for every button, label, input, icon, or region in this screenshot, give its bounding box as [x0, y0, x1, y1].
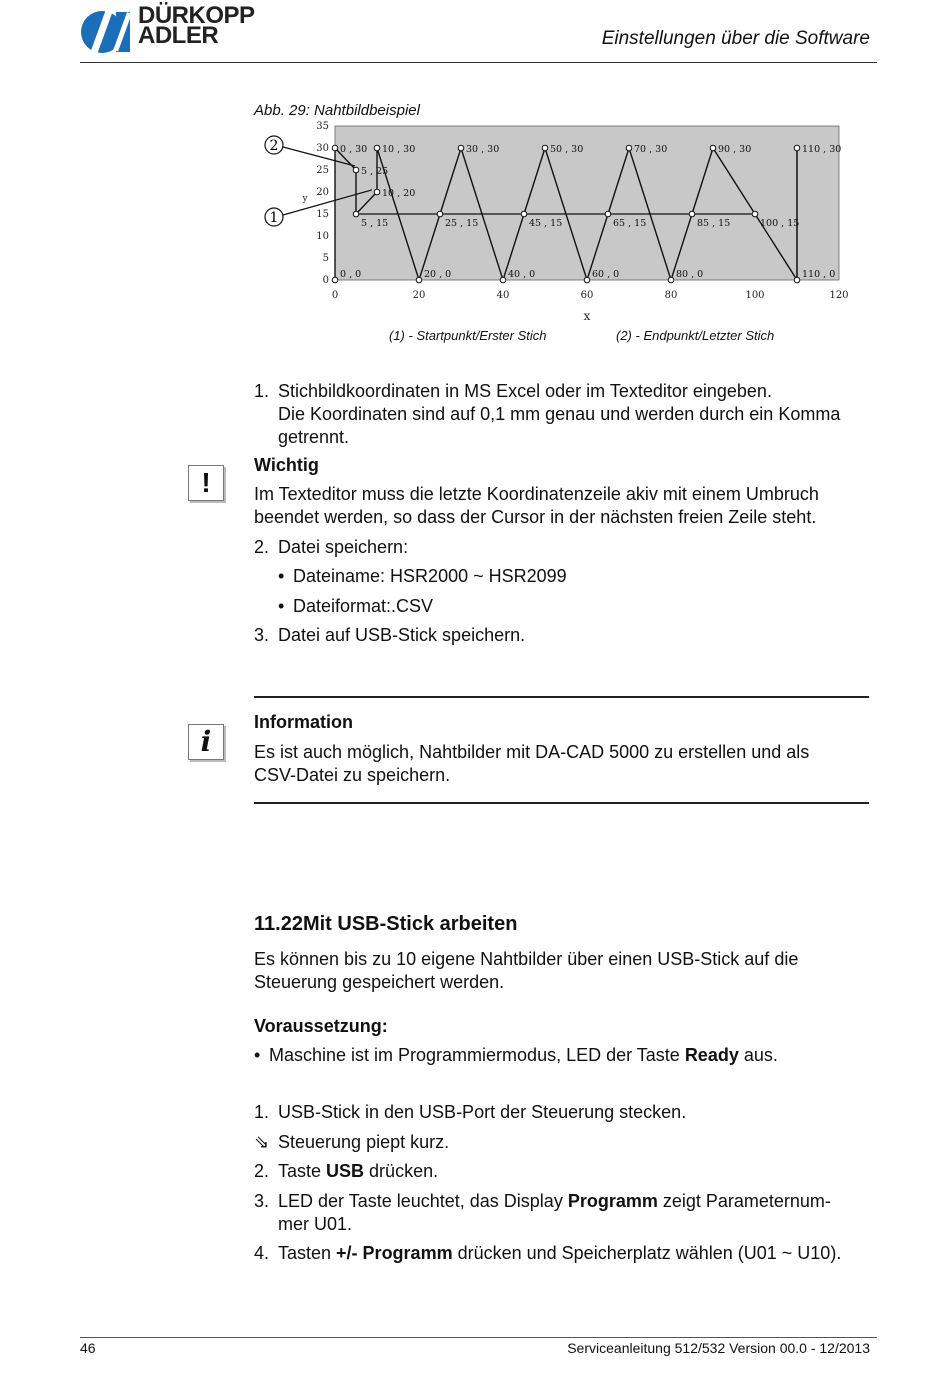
bullet-item-format	[278, 595, 433, 618]
data-label: 80 , 0	[676, 269, 704, 280]
y-tick-label: 10	[316, 231, 329, 242]
section-intro-line-1: Es können bis zu 10 eigene Nahtbilder über einen USB-Stick auf die	[254, 949, 799, 969]
info-text-line-2: CSV-Datei zu speichern.	[254, 765, 451, 785]
programm-keys-label: +/- Programm	[336, 1243, 453, 1263]
logo-icon	[80, 10, 132, 54]
x-tick-label: 0	[331, 290, 339, 301]
step-text: Datei speichern:	[278, 537, 409, 557]
x-tick-label: 40	[496, 290, 510, 301]
data-point	[668, 277, 674, 283]
info-title: Information	[254, 712, 353, 732]
step-1	[254, 380, 874, 449]
x-tick-label: 120	[829, 290, 849, 301]
header-divider	[80, 62, 877, 63]
data-point	[710, 145, 716, 151]
data-label: 100 , 15	[760, 218, 800, 229]
warning-text-line-2: beendet werden, so dass der Cursor in der nächsten freien Zeile steht.	[254, 507, 817, 527]
step-text-end: drücken.	[364, 1161, 439, 1181]
y-tick-label: 25	[316, 165, 329, 176]
usb-step-1	[254, 1101, 686, 1124]
data-point	[374, 189, 380, 195]
step-text-end: zeigt Parameternum-	[657, 1191, 831, 1211]
callout-leaders	[262, 133, 372, 233]
info-text-line-1: Es ist auch möglich, Nahtbilder mit DA-CAD 5000 zu erstellen und als	[254, 742, 810, 762]
data-point	[458, 145, 464, 151]
x-tick-label: 100	[745, 290, 765, 301]
warning-text	[254, 483, 874, 529]
step-number: 4.	[254, 1243, 270, 1263]
data-label: 60 , 0	[592, 269, 620, 280]
step-text-line-2: Die Koordinaten sind auf 0,1 mm genau und werden durch ein Komma	[278, 404, 841, 424]
y-tick-label: 0	[322, 275, 329, 286]
section-intro	[254, 948, 874, 994]
step-2	[254, 536, 408, 559]
figure-caption: Abb. 29: Nahtbildbeispiel	[254, 102, 420, 119]
step-number: 3.	[254, 625, 270, 645]
step-text: Tasten	[278, 1243, 337, 1263]
bullet-icon: •	[254, 1045, 261, 1065]
data-label: 5 , 15	[361, 218, 389, 229]
prerequisite-text: Maschine ist im Programmiermodus, LED der Taste	[269, 1045, 685, 1065]
bullet-text: Dateiname: HSR2000 ~ HSR2099	[293, 566, 567, 586]
data-point	[626, 145, 632, 151]
data-point	[500, 277, 506, 283]
step-number: 2.	[254, 537, 270, 557]
prerequisite-title: Voraussetzung:	[254, 1016, 388, 1036]
data-label: 90 , 30	[718, 144, 752, 155]
footer-divider	[80, 1337, 877, 1338]
data-point	[794, 277, 800, 283]
y-tick-label: 20	[316, 187, 329, 198]
result-arrow-icon: ⇘	[254, 1132, 270, 1152]
data-label: 10 , 20	[382, 188, 416, 199]
callout-2-label: 2	[269, 138, 279, 154]
callout-2-leader	[283, 147, 355, 166]
brand-name	[138, 2, 255, 49]
data-label: 5 , 25	[361, 166, 389, 177]
step-text: USB-Stick in den USB-Port der Steuerung stecken.	[278, 1102, 687, 1122]
data-point	[689, 211, 695, 217]
y-tick-label: 15	[316, 209, 329, 220]
data-label: 40 , 0	[508, 269, 536, 280]
y-tick-label: 35	[316, 121, 329, 132]
callout-1-leader	[283, 189, 372, 215]
page-number: 46	[80, 1340, 96, 1356]
info-text	[254, 741, 874, 787]
y-tick-label: 5	[322, 253, 329, 264]
data-point	[374, 145, 380, 151]
data-label: 110 , 30	[802, 144, 842, 155]
legend-end-point: (2) - Endpunkt/Letzter Stich	[616, 328, 775, 343]
data-point	[416, 277, 422, 283]
brand-line-1: DÜRKOPP	[138, 2, 255, 29]
step-number: 3.	[254, 1191, 270, 1211]
usb-step-4	[254, 1242, 841, 1265]
step-text-line-3: getrennt.	[278, 427, 350, 447]
data-point	[542, 145, 548, 151]
data-point	[605, 211, 611, 217]
usb-step-3	[254, 1190, 874, 1236]
legend-start-point: (1) - Startpunkt/Erster Stich	[389, 328, 547, 343]
bullet-icon: •	[278, 596, 285, 616]
bullet-item-filename	[278, 565, 567, 588]
x-axis-label: x	[583, 309, 591, 323]
bullet-icon: •	[278, 566, 285, 586]
x-tick-label: 80	[664, 290, 678, 301]
data-label: 70 , 30	[634, 144, 668, 155]
step-3	[254, 624, 525, 647]
prerequisite-item	[254, 1044, 778, 1067]
prerequisite-text-end: aus.	[738, 1045, 778, 1065]
data-point	[332, 277, 338, 283]
warning-text-line-1: Im Texteditor muss die letzte Koordinatenzeile akiv mit einem Umbruch	[254, 484, 819, 504]
step-text-line-2: mer U01.	[278, 1214, 353, 1234]
callout-1-label: 1	[269, 210, 279, 226]
step-number: 2.	[254, 1161, 270, 1181]
step-text: Stichbildkoordinaten in MS Excel oder im Texteditor eingeben.	[278, 381, 772, 401]
usb-step-result	[254, 1131, 449, 1154]
step-text: Taste	[278, 1161, 327, 1181]
y-axis-label: y	[302, 193, 308, 204]
usb-step-2	[254, 1160, 438, 1183]
data-label: 85 , 15	[697, 218, 731, 229]
data-point	[521, 211, 527, 217]
data-label: 20 , 0	[424, 269, 452, 280]
data-point	[584, 277, 590, 283]
seam-pattern-chart	[296, 118, 876, 328]
data-point	[794, 145, 800, 151]
data-label: 10 , 30	[382, 144, 416, 155]
programm-display-label: Programm	[567, 1191, 658, 1211]
brand-line-2: ADLER	[138, 22, 219, 49]
data-point	[752, 211, 758, 217]
y-tick-label: 30	[316, 143, 329, 154]
info-top-rule	[254, 696, 869, 698]
data-label: 50 , 30	[550, 144, 584, 155]
data-label: 65 , 15	[613, 218, 647, 229]
x-tick-label: 20	[412, 290, 426, 301]
step-text: Datei auf USB-Stick speichern.	[278, 625, 526, 645]
header-title: Einstellungen über die Software	[601, 28, 870, 49]
step-number: 1.	[254, 381, 270, 401]
section-heading: 11.22Mit USB-Stick arbeiten	[254, 913, 518, 935]
data-label: 0 , 30	[340, 144, 368, 155]
data-label: 30 , 30	[466, 144, 500, 155]
data-label: 0 , 0	[340, 269, 362, 280]
info-bottom-rule	[254, 802, 869, 804]
data-label: 25 , 15	[445, 218, 479, 229]
x-tick-label: 60	[580, 290, 594, 301]
bullet-text: Dateiformat:.CSV	[293, 596, 434, 616]
warning-icon: !	[188, 465, 224, 501]
result-text: Steuerung piept kurz.	[278, 1132, 450, 1152]
data-point	[437, 211, 443, 217]
data-label: 110 , 0	[802, 269, 836, 280]
warning-title: Wichtig	[254, 455, 319, 475]
step-number: 1.	[254, 1102, 270, 1122]
document-info: Serviceanleitung 512/532 Version 00.0 - 12/2013	[567, 1340, 870, 1356]
ready-key-label: Ready	[684, 1045, 739, 1065]
usb-key-label: USB	[326, 1161, 365, 1181]
step-text-end: drücken und Speicherplatz wählen (U01 ~ U10).	[452, 1243, 842, 1263]
step-text: LED der Taste leuchtet, das Display	[278, 1191, 568, 1211]
section-intro-line-2: Steuerung gespeichert werden.	[254, 972, 505, 992]
data-label: 45 , 15	[529, 218, 563, 229]
info-icon: i	[188, 724, 224, 760]
